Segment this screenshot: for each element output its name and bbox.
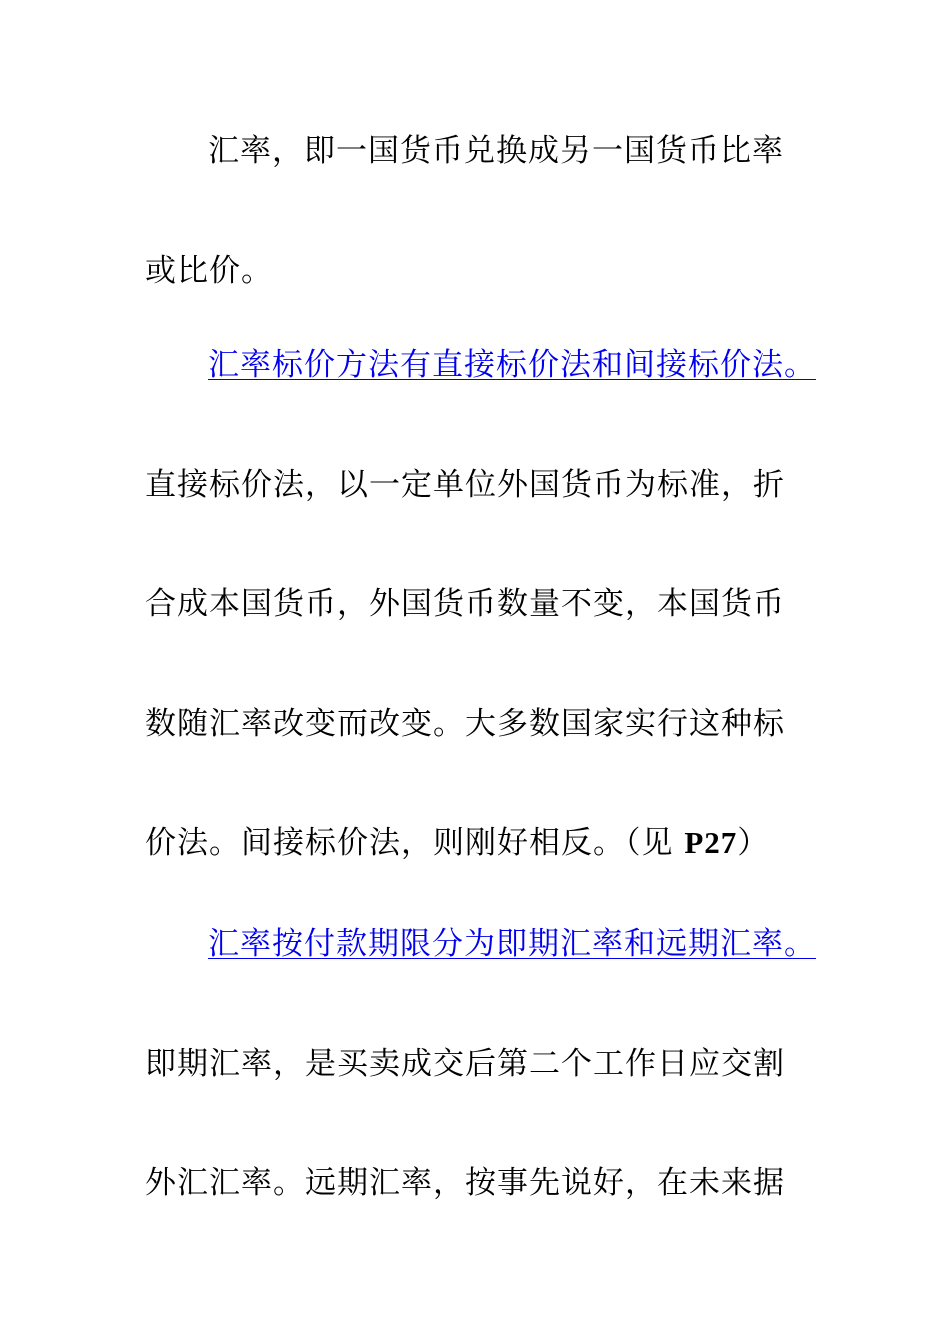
quotation-methods-link[interactable]: 汇率标价方法有直接标价法和间接标价法。 xyxy=(208,347,816,383)
direct-quotation-line-4-text: 价法。间接标价法，则刚好相反。（见 xyxy=(145,825,685,861)
settlement-term-link[interactable]: 汇率按付款期限分为即期汇率和远期汇率。 xyxy=(208,926,816,962)
direct-quotation-line-4 xyxy=(145,823,769,863)
page-reference: P27 xyxy=(684,825,738,860)
quotation-methods-heading-line xyxy=(208,345,816,385)
direct-quotation-line-1: 直接标价法，以一定单位外国货币为标准，折 xyxy=(145,467,785,503)
direct-quotation-line-2: 合成本国货币，外国货币数量不变，本国货币 xyxy=(145,586,785,622)
paragraph-exchange-rate-definition-line-2: 或比价。 xyxy=(145,253,273,289)
direct-quotation-line-3: 数随汇率改变而改变。大多数国家实行这种标 xyxy=(145,706,785,742)
settlement-term-heading-line xyxy=(208,924,816,964)
spot-forward-line-2: 外汇汇率。远期汇率，按事先说好，在未来据 xyxy=(145,1165,785,1201)
spot-forward-line-1: 即期汇率，是买卖成交后第二个工作日应交割 xyxy=(145,1046,785,1082)
page-reference-close: ） xyxy=(737,825,770,861)
paragraph-exchange-rate-definition-line-1: 汇率，即一国货币兑换成另一国货币比率 xyxy=(208,133,784,169)
